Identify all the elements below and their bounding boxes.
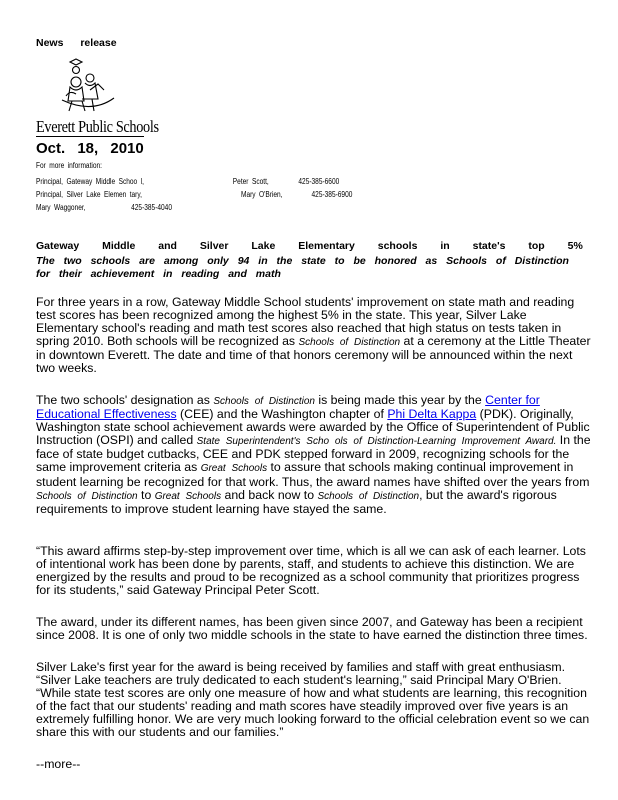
subheadline: The two schools are among only 94 in the state to be honored as Schools of Distinction for their achievement in reading and math	[36, 255, 569, 280]
news-release-label: News release	[36, 37, 117, 49]
contact-name: Mary O'Brien,	[241, 190, 283, 199]
paragraph-5: Silver Lake's first year for the award is being received by families and staff with great enthusiasm. “Silver Lake teachers are truly dedicated to each student's learning,” said Principal Mary O'Brien. “While state test scores are only one measure of how and what students are learning, this recognition of the fact that our students' reading and math scores have steadily improved over five years is an extremely fulfilling honor. We are very much looking forward to the official celebration event so we can share this with our students and our families.”	[36, 660, 590, 740]
contact-phone: 425-385-4040	[131, 203, 172, 212]
headline: Gateway Middle and Silver Lake Elementary schools in state's top 5%	[36, 240, 583, 252]
paragraph-4: The award, under its different names, has been given since 2007, and Gateway has been a recipient since 2008. It is one of only two middle schools in the state to have earned the distinction three times.	[36, 615, 588, 643]
contact-label: Mary Waggoner,	[36, 203, 86, 212]
paragraph-3: “This award affirms step-by-step improvement over time, which is all we can ask of each learner. Lots of intentional work has been done by parents, staff, and students to achieve this distinction. We are energized by the results and proud to be recognized as a school community that prioritizes progress for its students,” said Gateway Principal Peter Scott.	[36, 544, 586, 598]
contact-label: For more information:	[36, 161, 102, 170]
release-date: Oct. 18, 2010	[36, 140, 144, 157]
paragraph-1: For three years in a row, Gateway Middle School students' improvement on state math and reading test scores has been recognized among the highest 5% in the state. This year, Silver Lake Elementary school's reading and math test scores also reached that high status on tests taken in spring 2010. Both schools will be recognized as Schools of Distinction at a ceremony at the Little Theater in downtown Everett. The date and time of that honors ceremony will be announced within the next two weeks.	[36, 295, 591, 376]
divider	[36, 136, 144, 137]
district-name: Everett Public Schools	[36, 117, 159, 136]
contact-line	[36, 177, 339, 186]
more-indicator: --more--	[36, 757, 81, 771]
school-logo-icon	[52, 54, 120, 116]
pdk-link[interactable]: Phi Delta Kappa	[387, 407, 477, 422]
contact-phone: 425-385-6600	[298, 177, 340, 186]
contact-line	[36, 190, 352, 199]
contact-phone: 425-385-6900	[311, 190, 353, 199]
paragraph-2: The two schools' designation as Schools of Distinction is being made this year by the Center for Educational Effectiveness (CEE) and the Washington chapter of Phi Delta Kappa (PDK). Originally, Washington state school achievement awards were awarded by the Office of Superintendent of Public Instruction (OSPI) and called State Superintendent's Scho ols of Distinction-Learning Improvement Award. In the face of state budget cutbacks, CEE and PDK stepped forward in 2009, recognizing schools for the same improvement criteria as Great Schools to assure that schools making continual improvement in student learning be recognized for that work. Thus, the award names have shifted over the years from Schools of Distinction to Great Schools and back now to Schools of Distinction, but the award's rigorous requirements to improve student learning have stayed the same.	[36, 393, 591, 516]
contact-line	[36, 161, 102, 170]
contact-line	[36, 203, 172, 212]
cee-link[interactable]: Center for Educational Effectiveness	[36, 393, 540, 422]
contact-label: Principal, Gateway Middle Schoo l,	[36, 177, 144, 186]
contact-label: Principal, Silver Lake Elemen tary,	[36, 190, 142, 199]
contact-name: Peter Scott,	[232, 177, 269, 186]
